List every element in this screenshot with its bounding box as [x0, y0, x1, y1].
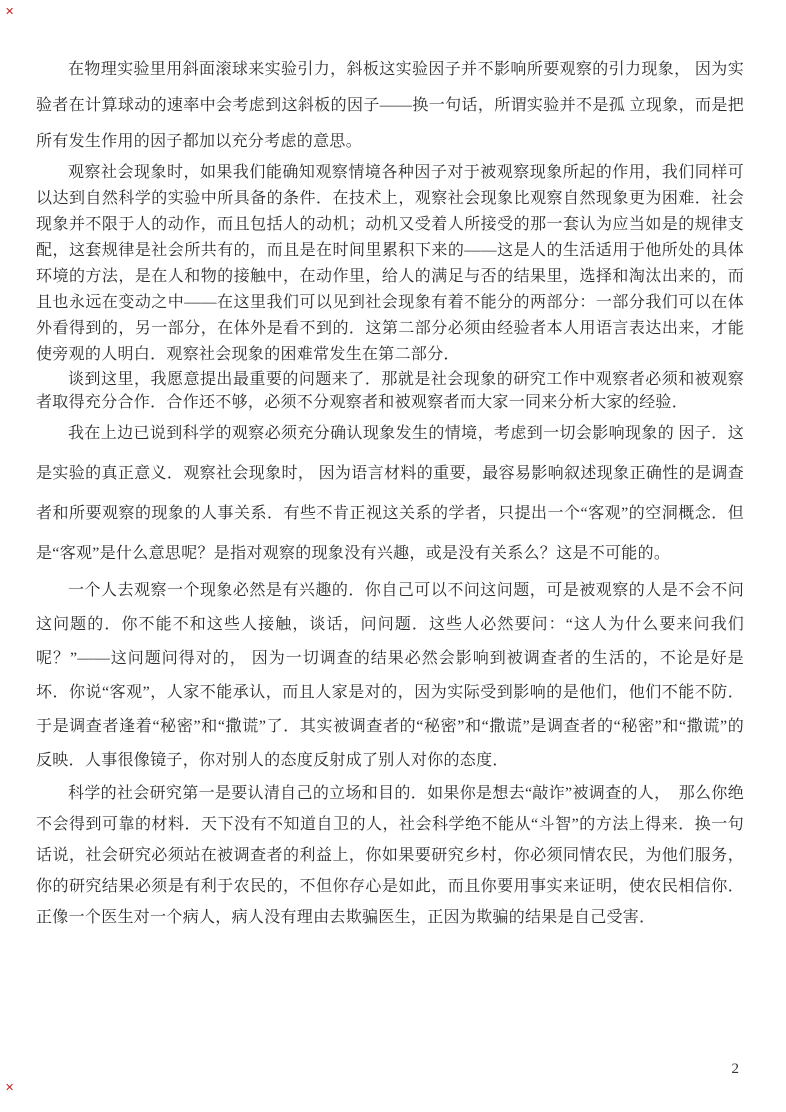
paragraph-6: 科学的社会研究第一是要认清自己的立场和目的．如果你是想去“敲诈”被调查的人， 那么你绝不会得到可靠的材料．天下没有不知道自卫的人，社会科学绝不能从“斗智”的方法上得来．换一句话说，社会研究必须站在被调查者的利益上，你如果要研究乡村，你必须同情农民，为他们服务，你的研究结果必须是有利于农民的，不但你存心是如此，而且你要用事实来证明，使农民相信你．正像一个医生对一个病人，病人没有理由去欺骗医生，正因为欺骗的结果是自己受害． — [36, 785, 744, 926]
red-x-icon-bottom-left: ✕ — [5, 1081, 15, 1094]
paragraph-1: 在物理实验里用斜面滚球来实验引力，斜板这实验因子并不影响所要观察的引力现象， 因为实验者在计算球动的速率中会考虑到这斜板的因子——换一句话，所谓实验并不是孤 立现象，而是把所有发生作用的因子都加以充分考虑的意思。 — [36, 61, 744, 150]
red-x-icon-top-left: ✕ — [5, 5, 15, 18]
paragraph-5: 一个人去观察一个现象必然是有兴趣的．你自己可以不问这问题，可是被观察的人是不会不问这问题的．你不能不和这些人接触，谈话，问问题．这些人必然要问：“这人为什么要来问我们呢？”——这问题问得对的， 因为一切调查的结果必然会影响到被调查者的生活的，不论是好是坏．你说“客观”，人家不能承认，而且人家是对的，因为实际受到影响的是他们，他们不能不防．于是调查者逢着“秘密”和“撒谎”了．其实被调查者的“秘密”和“撒谎”是调查者的“秘密”和“撒谎”的反映．人事很像镜子，你对别人的态度反射成了别人对你的态度． — [36, 582, 744, 769]
paragraph-4: 我在上边已说到科学的观察必须充分确认现象发生的情境，考虑到一切会影响现象的 因子．这是实验的真正意义．观察社会现象时， 因为语言材料的重要，最容易影响叙述现象正确性的是调查者和所要观察的现象的人事关系．有些不肯正视这关系的学者，只提出一个“客观”的空洞概念．但是“客观”是什么意思呢？是指对观察的现象没有兴趣，或是没有关系么？这是不可能的。 — [36, 425, 744, 562]
document-body — [36, 52, 744, 933]
paragraph-2: 观察社会现象时，如果我们能确知观察情境各种因子对于被观察现象所起的作用，我们同样可以达到自然科学的实验中所具备的条件．在技术上，观察社会现象比观察自然现象更为困难．社会现象并不限于人的动作，而且包括人的动机；动机又受着人所接受的那一套认为应当如是的规律支配，这套规律是社会所共有的，而且是在时间里累积下来的——这是人的生活适用于他所处的具体环境的方法，是在人和物的接触中，在动作里，给人的满足与否的结果里，选择和淘汰出来的，而且也永远在变动之中——在这里我们可以见到社会现象有着不能分的两部分：一部分我们可以在体外看得到的，另一部分，在体外是看不到的．这第二部分必须由经验者本人用语言表达出来，才能使旁观的人明白．观察社会现象的困难常发生在第二部分． — [36, 164, 744, 363]
page-number: 2 — [731, 1061, 739, 1077]
paragraph-3: 谈到这里，我愿意提出最重要的问题来了．那就是社会现象的研究工作中观察者必须和被观察者取得充分合作．合作还不够，必须不分观察者和被观察者而大家一同来分析大家的经验． — [36, 371, 744, 411]
